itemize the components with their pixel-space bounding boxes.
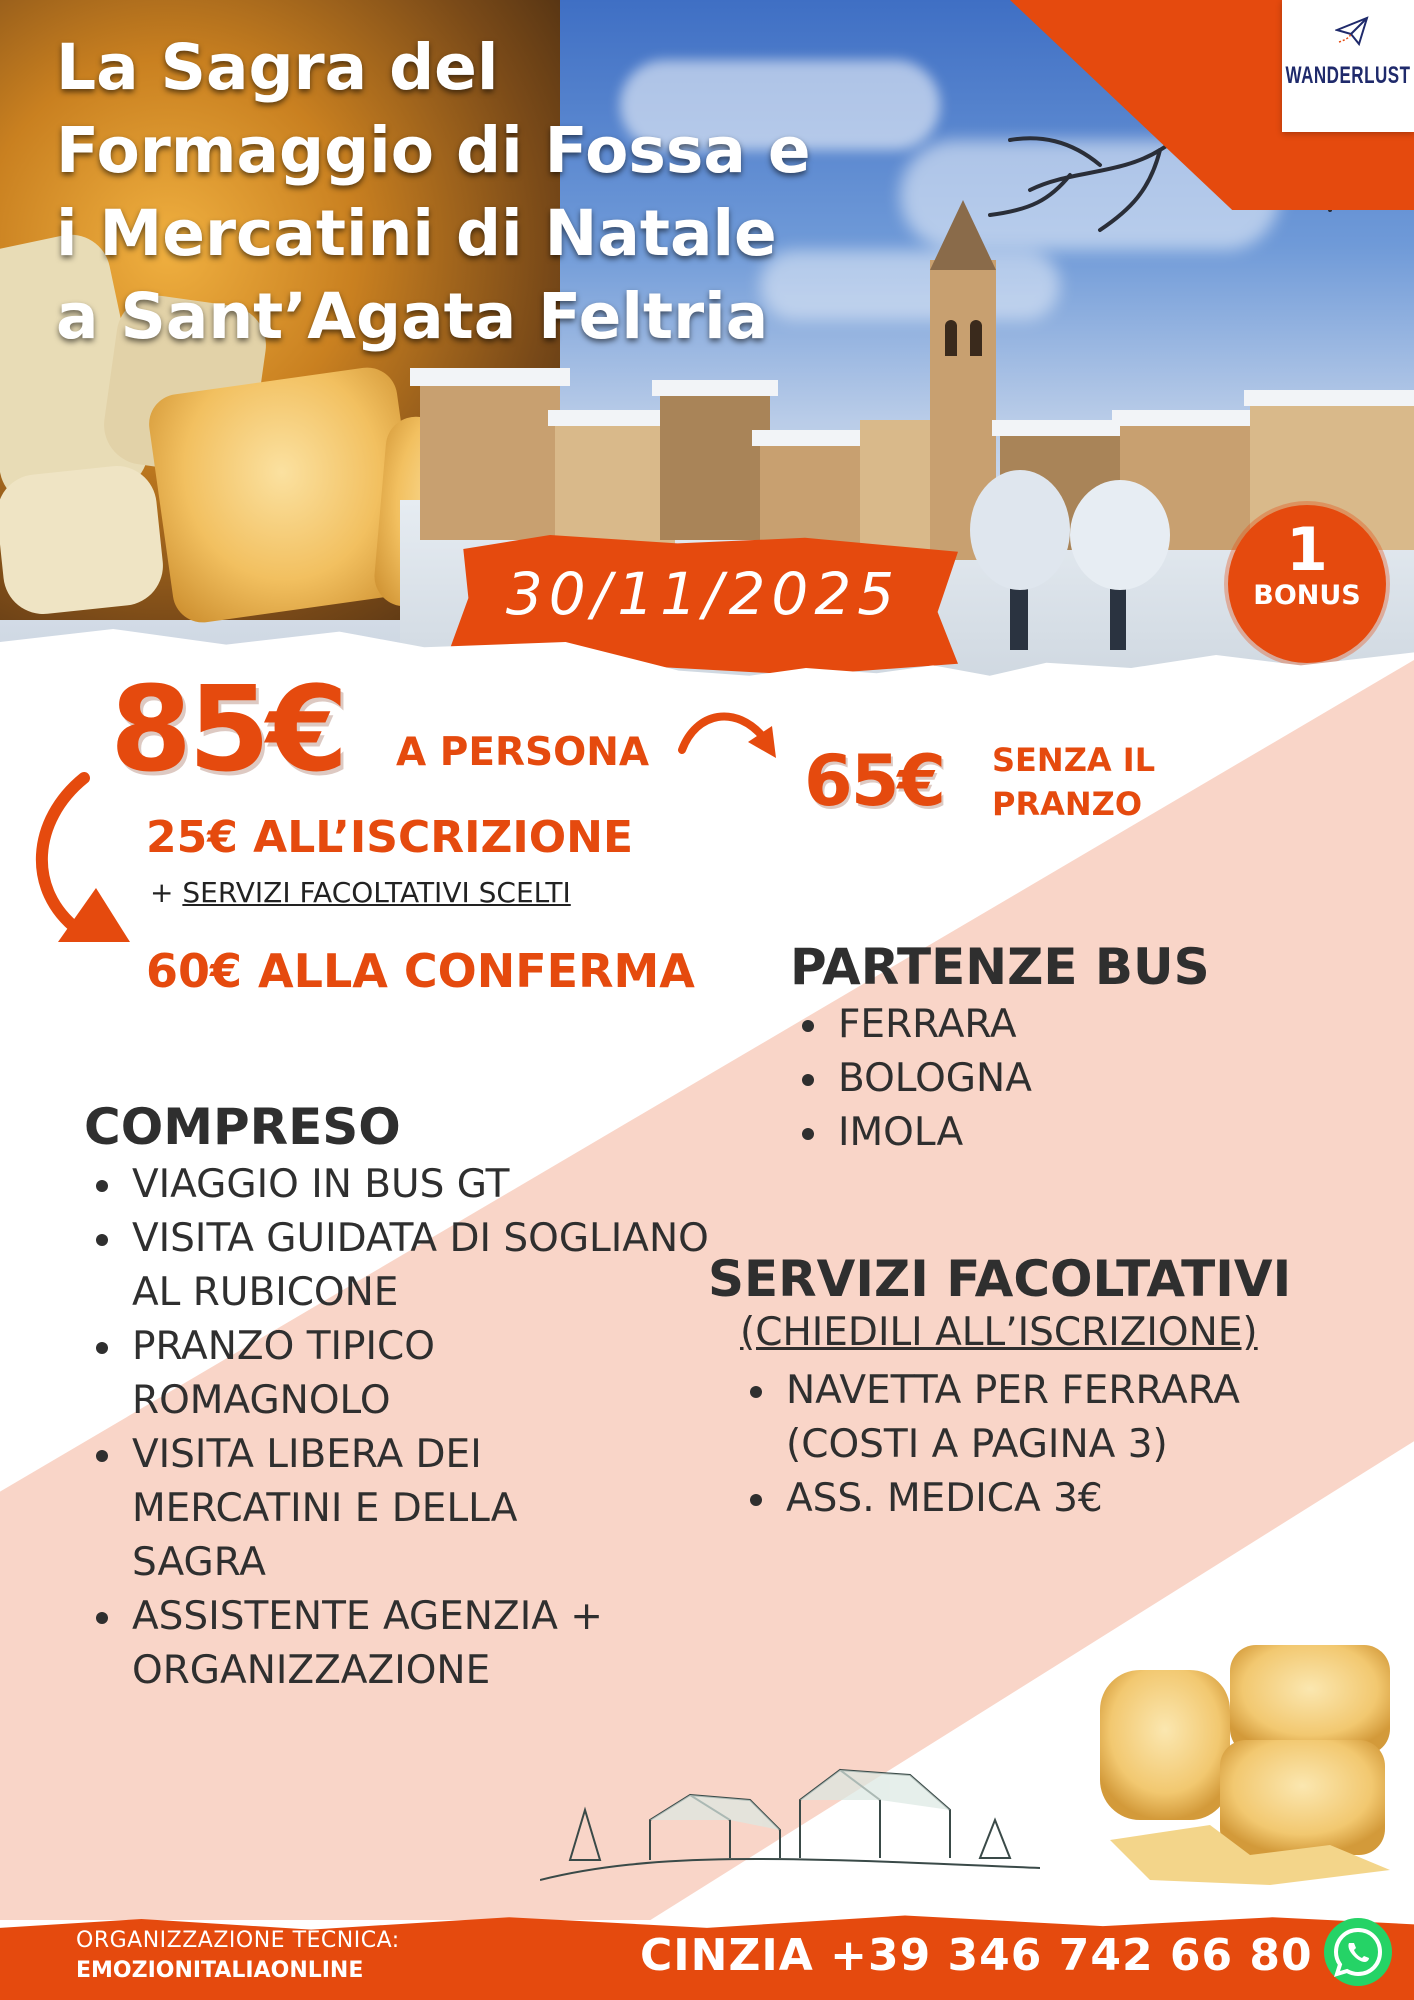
deposit-extras: + SERVIZI FACOLTATIVI SCELTI bbox=[150, 876, 571, 909]
list-item: • BOLOGNA bbox=[832, 1052, 1232, 1106]
optional-note: (CHIEDILI ALL’ISCRIZIONE) bbox=[740, 1310, 1258, 1355]
bonus-number: 1 bbox=[1286, 515, 1328, 585]
balance-amount: 60€ ALLA CONFERMA bbox=[146, 944, 695, 998]
departures-list bbox=[792, 998, 1232, 1160]
without-lunch-note: SENZA IL PRANZO bbox=[992, 741, 1156, 823]
village-sketch bbox=[540, 1740, 1040, 1890]
list-item: • VISITA LIBERA DEI MERCATINI E DELLA SAGRA bbox=[126, 1428, 716, 1590]
contact-phone[interactable]: CINZIA +39 346 742 66 80 bbox=[640, 1930, 1313, 1981]
bonus-label: BONUS bbox=[1253, 580, 1361, 611]
list-item: • ASSISTENTE AGENZIA + ORGANIZZAZIONE bbox=[126, 1590, 716, 1698]
deposit-amount: 25€ ALL’ISCRIZIONE bbox=[146, 812, 634, 863]
event-date: 30/11/2025 bbox=[505, 560, 901, 628]
price-without-lunch: 65€ bbox=[804, 740, 945, 822]
cheese-image bbox=[1090, 1640, 1400, 1890]
list-item: • VISITA GUIDATA DI SOGLIANO AL RUBICONE bbox=[126, 1212, 716, 1320]
price-unit: A PERSONA bbox=[396, 730, 650, 775]
logo-text: WANDERLUST bbox=[1285, 62, 1411, 89]
list-item: • NAVETTA PER FERRARA (COSTI A PAGINA 3) bbox=[780, 1364, 1340, 1472]
curved-arrow-icon bbox=[676, 702, 786, 772]
optional-list bbox=[740, 1364, 1340, 1526]
list-item: • ASS. MEDICA 3€ bbox=[780, 1472, 1340, 1526]
page-title: La Sagra del Formaggio di Fossa e i Mercatini di Natale a Sant’Agata Feltria bbox=[56, 31, 811, 353]
departures-heading: PARTENZE BUS bbox=[790, 938, 1210, 996]
included-list bbox=[86, 1158, 716, 1698]
organizer-name: EMOZIONITALIAONLINE bbox=[76, 1958, 364, 1983]
included-heading: COMPRESO bbox=[84, 1098, 401, 1156]
price: 85€ bbox=[110, 660, 345, 798]
list-item: • PRANZO TIPICO ROMAGNOLO bbox=[126, 1320, 716, 1428]
organizer-label: ORGANIZZAZIONE TECNICA: bbox=[76, 1928, 400, 1953]
list-item: • FERRARA bbox=[832, 998, 1232, 1052]
curved-arrow-icon bbox=[18, 770, 138, 960]
list-item: • IMOLA bbox=[832, 1106, 1232, 1160]
list-item: • VIAGGIO IN BUS GT bbox=[126, 1158, 716, 1212]
paper-plane-icon bbox=[1335, 14, 1369, 48]
whatsapp-icon[interactable] bbox=[1322, 1916, 1394, 1988]
optional-heading: SERVIZI FACOLTATIVI bbox=[708, 1250, 1292, 1308]
